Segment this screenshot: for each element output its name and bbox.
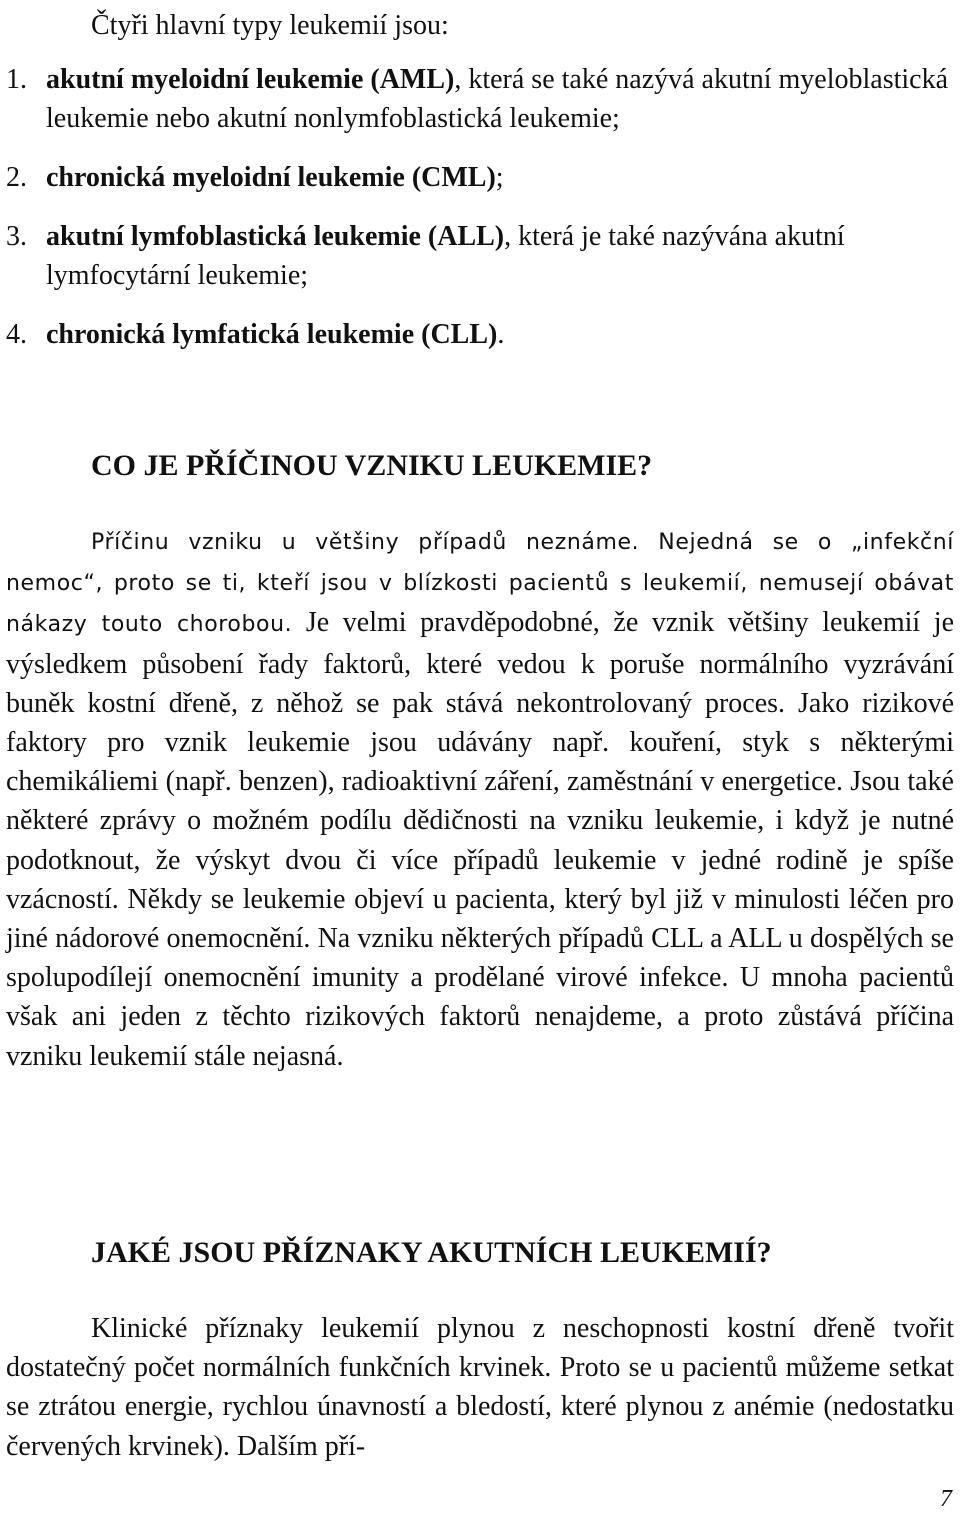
- leukemia-type-name: akutní lymfoblastická leukemie (ALL): [46, 221, 505, 252]
- causes-lead-text: Příčinu vzniku u většiny případů neznáme. Nejedná se o „infekční nemoc“, proto se ti, kteří jsou v blízkosti pacientů s leukemií, nemusejí obávat nákazy touto chorobou.: [6, 530, 954, 638]
- list-item: [0, 217, 954, 295]
- list-item: [0, 315, 954, 354]
- leukemia-type-description: , která je také nazývána akutní lymfocytární leukemie;: [46, 221, 845, 291]
- section-heading-causes: CO JE PŘÍČINOU VZNIKU LEUKEMIE?: [91, 449, 653, 482]
- symptoms-paragraph: Klinické příznaky leukemií plynou z neschopnosti kostní dřeně tvořit dostatečný počet normálních funkčních krvinek. Proto se u pacientů můžeme setkat se ztrátou energie, rychlou únavností a bledostí, které plynou z anémie (nedostatku červených krvinek). Dalším pří-: [6, 1313, 954, 1462]
- causes-paragraph: [6, 521, 954, 1076]
- list-number: 1.: [6, 64, 27, 95]
- intro-text: Čtyři hlavní typy leukemií jsou:: [91, 10, 449, 41]
- list-number: 2.: [6, 162, 27, 193]
- causes-body-text: Je velmi pravděpodobné, že vznik většiny leukemií je výsledkem působení řady faktorů, které vedou k poruše normálního vyzrávání buněk kostní dřeně, z něhož se pak stává nekontrolovaný proces. Jako rizikové faktory pro vznik leukemie jsou udávány např. kouření, styk s některými chemikáliemi (např. benzen), radioaktivní záření, zaměstnání v energetice. Jsou také některé zprávy o možném podílu dědičnosti na vzniku leukemie, i když je nutné podotknout, že výskyt dvou či více případů leukemie v jedné rodině je spíše vzácností. Někdy se leukemie objeví u pacienta, který byl již v minulosti léčen pro jiné nádorové onemocnění. Na vzniku některých případů CLL a ALL u dospělých se spolupodílejí onemocnění imunity a prodělané virové infekce. U mnoha pacientů však ani jeden z těchto rizikových faktorů nenajdeme, a proto zůstává příčina vzniku leukemií stále nejasná.: [6, 607, 954, 1072]
- leukemia-type-name: chronická lymfatická leukemie (CLL): [46, 319, 498, 350]
- leukemia-type-name: akutní myeloidní leukemie (AML): [46, 64, 455, 95]
- page-number: 7: [940, 1486, 952, 1512]
- leukemia-type-description: ;: [495, 162, 504, 193]
- list-number: 3.: [6, 221, 27, 252]
- list-number: 4.: [6, 319, 27, 350]
- section-heading-symptoms: JAKÉ JSOU PŘÍZNAKY AKUTNÍCH LEUKEMIÍ?: [91, 1236, 772, 1269]
- leukemia-type-name: chronická myeloidní leukemie (CML): [46, 162, 496, 193]
- leukemia-type-description: , která se také nazývá akutní myeloblastická leukemie nebo akutní nonlymfoblastická leukemie;: [46, 64, 949, 134]
- list-item: [0, 60, 954, 138]
- list-item: [0, 158, 954, 197]
- leukemia-type-description: .: [497, 319, 505, 350]
- leukemia-types-list: [0, 60, 954, 354]
